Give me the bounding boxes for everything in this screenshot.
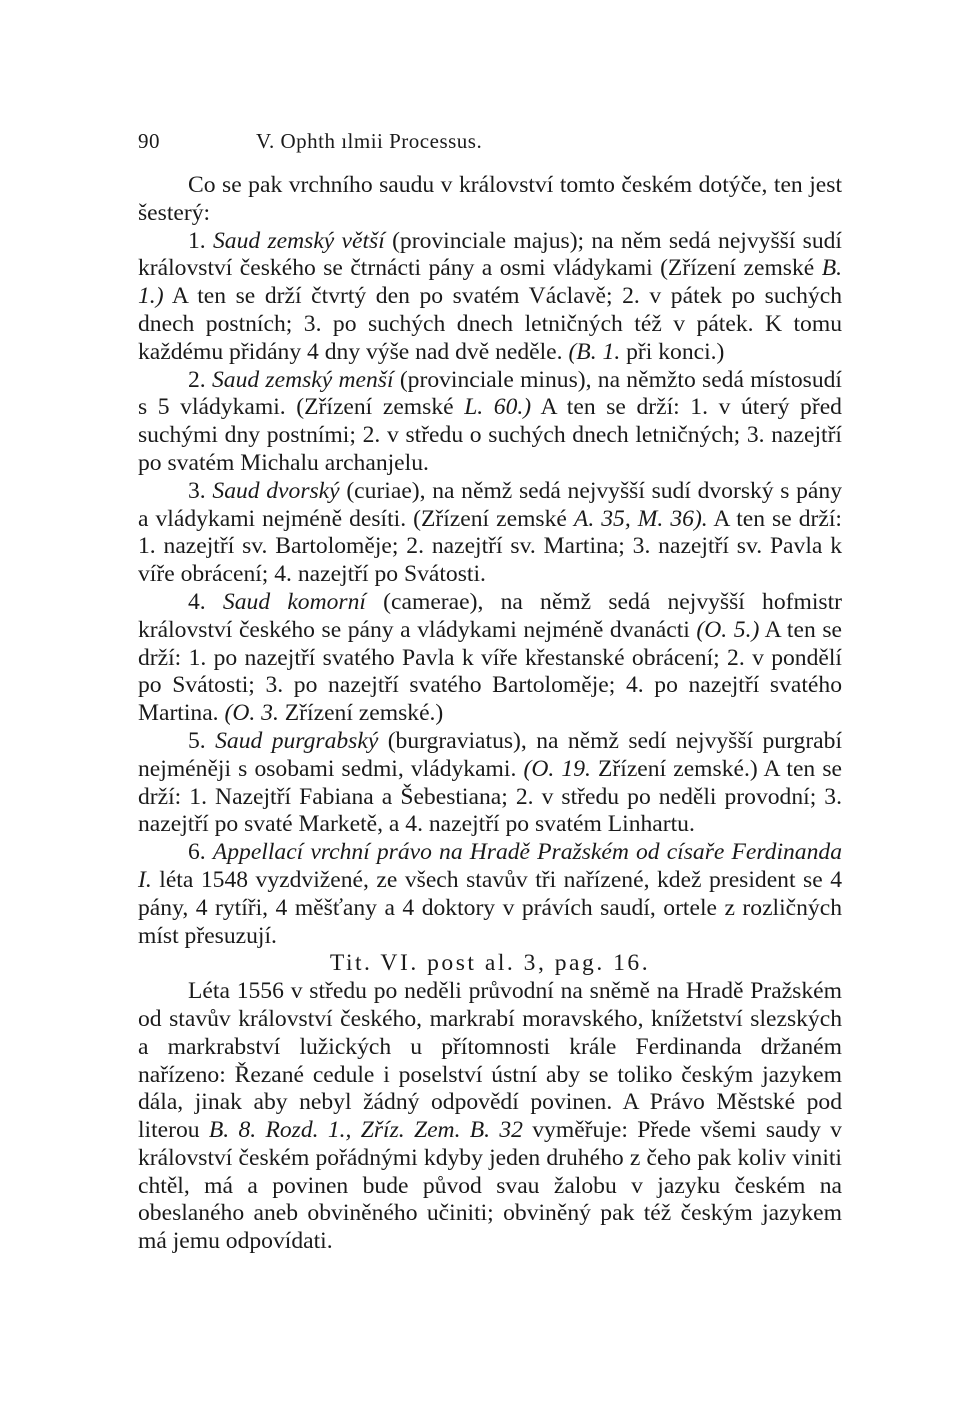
court-item-4 <box>138 589 842 728</box>
section-heading: Tit. VI. post al. 3, pag. 16. <box>329 950 651 977</box>
court-title: Appellací vrchní právo na Hradě Pražském od císaře Ferdinanda I. <box>138 839 842 893</box>
paragraph-text: Léta 1556 v středu po neděli průvodní na sněmě na Hradě Pražském od stavův království českého, markrabí moravského, knížetství slezských a markrabství lužických u přítomnosti krále Ferdinanda držaném nařízeno: Řezané cedule i poselství ústní aby se toliko českým jazykem dála, jinak aby nebyl žádný odpovědí povinen. A Právo Městské pod literou <box>138 978 842 1144</box>
item-text: Zřízení zemské.) A ten se drží: 1. Nazejtří Fabiana a Šebestiana; 2. v středu po neděli provodní; 3. nazejtří po svaté Marketě, a 4. nazejtří po svatém Linhartu. <box>138 755 842 838</box>
item-text: při konci.) <box>620 338 725 365</box>
paragraph-text: vyměřuje: Přede všemi saudy v království českém pořádnými kdyby jeden druhého z čeho pak koliv viniti chtěl, má a povinen bude původ svau žalobu v jazyku českém na obeslaného aneb obviněného učiniti; obviněný pak též českým jazykem má jemu odpovídati. <box>138 1117 842 1255</box>
item-text: A ten se drží čtvrtý den po svatém Václavě; 2. v pátek po suchých dnech postních; 3. po suchých dnech letničných též v pátek. K tomu každému přidány 4 dny výše nad dvě neděle. <box>138 283 842 365</box>
item-text: (provinciale majus); na něm sedá nejvyšší sudí království českého se čtrnácti pány a osmi vládykami (Zřízení zemské <box>138 227 842 282</box>
running-title: V. Ophth ılmii Processus. <box>256 129 483 153</box>
item-text: A ten se drží: 1. v úterý před suchými dny postními; 2. v středu o suchých dnech letničných; 3. nazejtří po svatém Michalu archanjelu. <box>138 394 842 476</box>
court-title: Saud zemský menší <box>211 366 394 393</box>
court-title: Saud purgrabský <box>215 727 379 754</box>
citation: (O. 3. <box>224 700 279 727</box>
item-text: Zřízení zemské.) <box>278 700 444 727</box>
item-text: (curiae), na němž sedá nejvyšší sudí dvorský s pány a vládykami nejméně desíti. (Zřízení zemské <box>138 477 843 532</box>
item-text: (burgraviatus), na němž sedí nejvyšší purgrabí nejméněji s osobami sedmi, vládykami. <box>138 727 843 782</box>
citation: (O. 19. <box>523 755 591 782</box>
citation: (O. 5.) <box>696 616 760 643</box>
item-text: A ten se drží: 1. nazejtří sv. Bartoloměje; 2. nazejtří sv. Martina; 3. nazejtří sv. Pavla k víře obrácení; 4. nazejtří po Svátosti. <box>138 505 842 588</box>
running-head <box>138 129 842 159</box>
item-text: A ten se drží: 1. po nazejtří svatého Pavla k víře křestanské obrácení; 2. v pondělí po Svátosti; 3. po nazejtří svatého Bartoloměje; 4. po nazejtří svatého Martina. <box>138 616 842 727</box>
citation: B. 1.) <box>138 255 842 310</box>
court-item-5 <box>138 728 842 839</box>
citation: (B. 1. <box>568 338 621 365</box>
court-title: Saud dvorský <box>212 477 340 504</box>
court-title: Saud komorní <box>222 588 366 615</box>
court-item-2 <box>138 367 842 478</box>
court-title: Saud zemský větší <box>212 227 385 254</box>
item-text: (camerae), na němž sedá nejvyšší hofmistr království českého se pány a vládykami nejméně dvanácti <box>138 588 842 643</box>
item-text: léta 1548 vyzdvižené, ze všech stavův tři nařízené, kdež president se 4 pány, 4 rytíři, 4 měšťany a 4 doktory v právích saudí, ortele z rozličných míst přesuzují. <box>138 866 842 949</box>
court-item-1 <box>138 228 842 367</box>
page-number: 90 <box>138 129 160 153</box>
citation: A. 35, M. 36). <box>573 505 708 532</box>
item-number: 2. <box>188 366 206 393</box>
citation: L. 60.) <box>464 394 532 421</box>
citation: B. 8. Rozd. 1., Zříz. Zem. B. 32 <box>208 1117 523 1144</box>
item-text: (provinciale minus), na němžto sedá místosudí s 5 vládykami. (Zřízení zemské <box>138 366 842 421</box>
court-item-6 <box>138 839 842 950</box>
text-column <box>138 172 842 1256</box>
item-number: 1. <box>188 227 206 254</box>
item-number: 4. <box>188 588 206 615</box>
item-number: 5. <box>188 727 206 754</box>
final-paragraph <box>138 978 842 1256</box>
item-number: 3. <box>188 477 206 504</box>
item-number: 6. <box>188 839 206 866</box>
court-item-3 <box>138 478 842 589</box>
intro-paragraph: Co se pak vrchního saudu v království tomto českém dotýče, ten jest šesterý: <box>138 172 842 226</box>
